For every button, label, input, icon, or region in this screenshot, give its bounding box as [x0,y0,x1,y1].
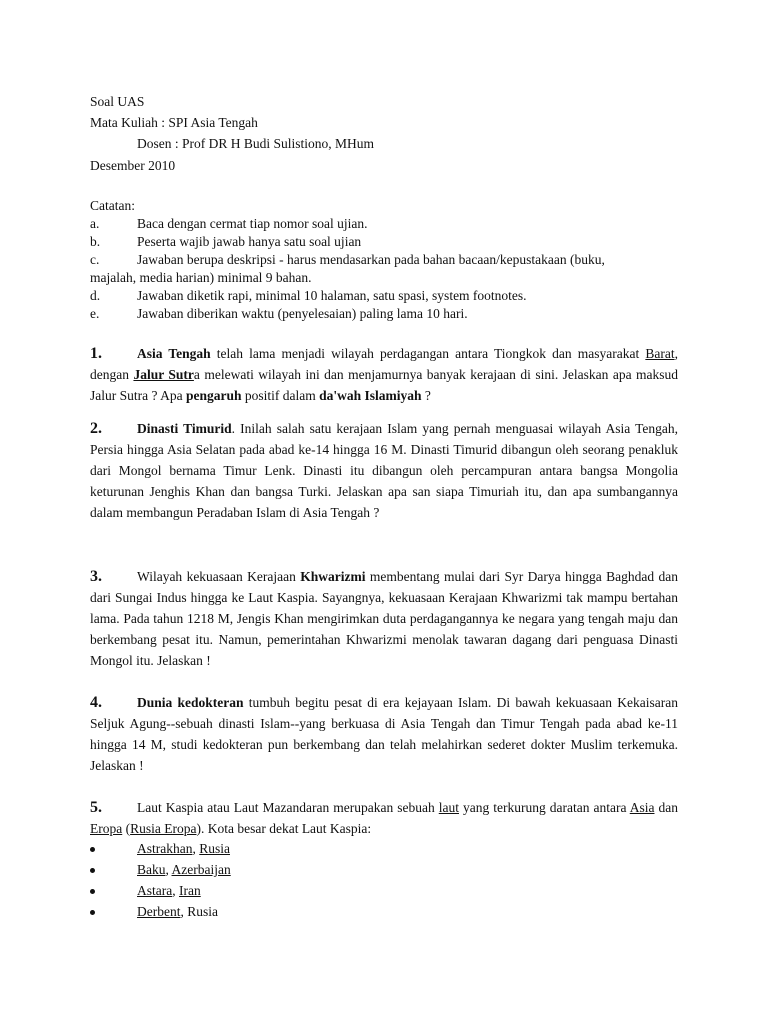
exam-date: Desember 2010 [90,158,176,173]
question-number: 2. [90,420,102,437]
bullet-icon [90,910,95,915]
link-text[interactable]: Asia [629,800,655,815]
bold-term: Dunia kedokteran [137,695,244,710]
question-text: positif dalam [241,388,320,403]
separator: , [192,841,200,856]
city-entry [137,861,231,879]
bold-term: Dinasti Timurid [137,421,232,436]
bullet-icon [90,889,95,894]
separator: , [180,904,188,919]
bold-term: pengaruh [185,388,242,403]
question-number: 5. [90,799,102,816]
question-text: , dengan [90,346,678,382]
exam-title: Soal UAS [90,94,145,109]
city-link[interactable]: Baku [137,862,166,877]
city-link[interactable]: Astara [137,883,173,898]
question-text: ). Kota besar dekat Laut Kaspia: [196,821,372,836]
question-text: membentang mulai dari Syr Darya hingga Baghdad dan dari Sungai Indus hingga ke Laut Kaspia. Sayangnya, kekuasaan Kerajaan Khwarizmi tak mampu bertahan lama. Pada tahun 1218 M, Jengis Khan mengirimkan duta perdagangannya ke negara yang tengah maju dan berkembang pesat itu. Namun, pemerintahan Khwarizmi menolak tawaran dagang dari penguasa Dinasti Mongol itu. Jelaskan ! [90,569,679,668]
question-text: . Inilah salah satu kerajaan Islam yang pernah menguasai wilayah Asia Tengah, Persia hingga Asia Selatan pada abad ke-14 hingga 16 M. Dinasti Timurid dibangun oleh seorang penakluk dari Mongol bernama Timur Lenk. Dinasti itu dibangun oleh percampuran antara bangsa Mongolia keturunan Jenghis Khan dan bangsa Turki. Jelaskan apa san siapa Timuriah itu, dan apa sumbangannya dalam membangun Peradaban Islam di Asia Tengah ? [90,421,678,520]
bold-term: da'wah Islamiyah [319,388,422,403]
note-letter: b. [90,234,101,249]
city-link[interactable]: Astrakhan [137,841,193,856]
lecturer-name: Dosen : Prof DR H Budi Sulistiono, MHum [137,136,375,151]
question-number: 3. [90,568,102,585]
bullet-icon [90,868,95,873]
link-text[interactable]: Jalur Sutr [133,367,194,382]
note-text: Peserta wajib jawab hanya satu soal ujian [137,234,362,249]
question-number: 1. [90,345,102,362]
city-entry [137,903,218,921]
link-text[interactable]: laut [438,800,459,815]
question-2 [90,418,678,523]
notes-title: Catatan: [90,198,135,213]
note-text-continuation: majalah, media harian) minimal 9 bahan. [90,270,312,285]
question-5 [90,797,678,839]
note-letter: c. [90,252,100,267]
country-text: Rusia [187,904,218,919]
question-text: ? [421,388,431,403]
question-number: 4. [90,694,102,711]
link-text[interactable]: Rusia Eropa [130,821,197,836]
question-text: ( [122,821,131,836]
question-text: telah lama menjadi wilayah perdagangan antara Tiongkok dan masyarakat [210,346,646,361]
separator: , [172,883,179,898]
note-text: Jawaban diberikan waktu (penyelesaian) paling lama 10 hari. [137,306,468,321]
country-link[interactable]: Azerbaijan [171,862,231,877]
bold-term: Asia Tengah [137,346,211,361]
question-1 [90,343,678,406]
question-4 [90,692,678,776]
city-entry [137,840,230,858]
question-3 [90,566,678,671]
bold-term: Khwarizmi [300,569,366,584]
note-letter: a. [90,216,100,231]
note-letter: e. [90,306,100,321]
question-text: Wilayah kekuasaan Kerajaan [137,569,301,584]
note-letter: d. [90,288,101,303]
note-text: Jawaban diketik rapi, minimal 10 halaman, satu spasi, system footnotes. [137,288,527,303]
city-link[interactable]: Derbent [137,904,181,919]
link-text[interactable]: Barat [645,346,675,361]
country-link[interactable]: Rusia [199,841,230,856]
question-text: tumbuh begitu pesat di era kejayaan Islam. Di bawah kekuasaan Kekaisaran Seljuk Agung--sebuah dinasti Islam--yang berkuasa di Asia Tengah dan Timur Tengah pada abad ke-11 hingga 14 M, studi kedokteran pun berkembang dan telah melahirkan sederet dokter Muslim terkemuka. Jelaskan ! [90,695,678,773]
bullet-icon [90,847,95,852]
question-text: dan [654,800,678,815]
question-text: yang terkurung daratan antara [458,800,630,815]
note-text: Baca dengan cermat tiap nomor soal ujian. [137,216,368,231]
city-entry [137,882,201,900]
country-link[interactable]: Iran [178,883,201,898]
course-name: Mata Kuliah : SPI Asia Tengah [90,115,258,130]
separator: , [165,862,172,877]
question-text: a melewati wilayah ini dan menjamurnya banyak kerajaan di sini. Jelaskan apa maksud Jalur Sutra ? Apa [90,367,679,403]
question-text: Laut Kaspia atau Laut Mazandaran merupakan sebuah [137,800,439,815]
note-text: Jawaban berupa deskripsi - harus mendasarkan pada bahan bacaan/kepustakaan (buku, [137,252,605,267]
link-text[interactable]: Eropa [90,821,123,836]
